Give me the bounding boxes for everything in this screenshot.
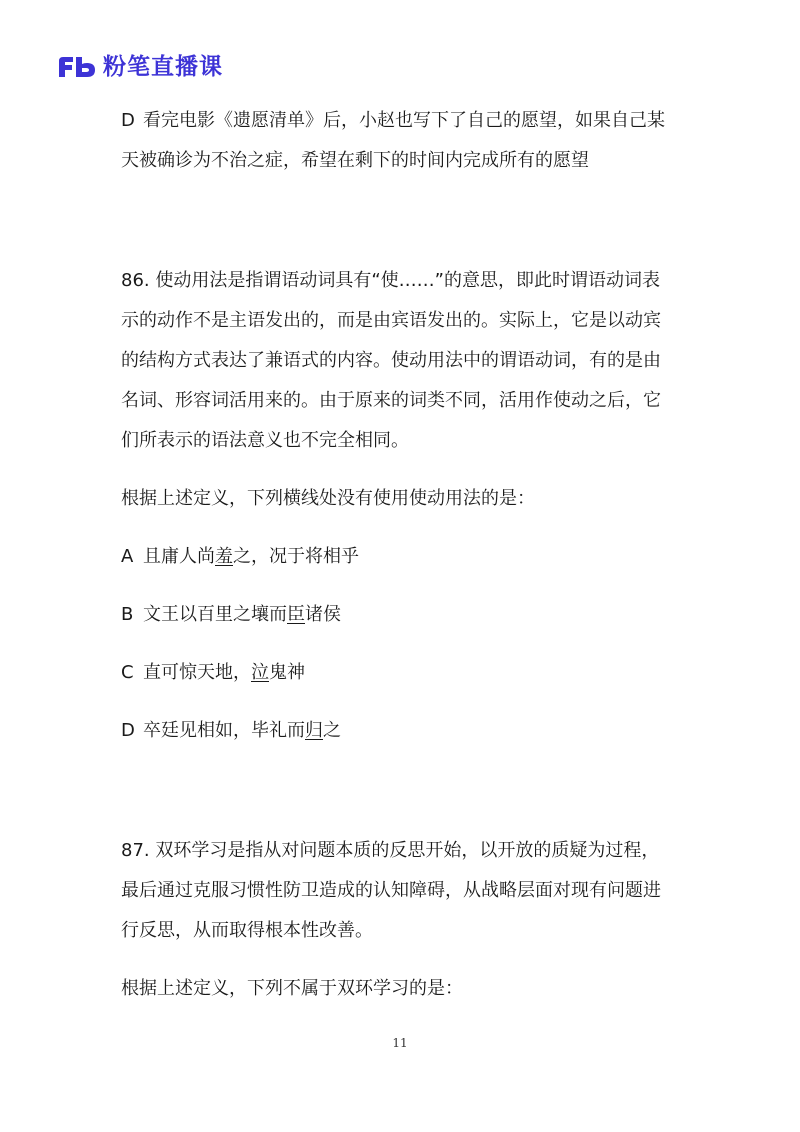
underlined-word: 泣 bbox=[251, 662, 269, 683]
page-number: 11 bbox=[392, 1036, 408, 1050]
spacer bbox=[121, 693, 681, 711]
q86-prompt: 根据上述定义，下列横线处没有使用使动用法的是： bbox=[121, 488, 535, 509]
underlined-word: 归 bbox=[305, 720, 323, 741]
option-text: 卒廷见相如，毕礼而 bbox=[143, 720, 305, 741]
q86-stem-line-1: 86. 使动用法是指谓语动词具有“使……”的意思，即此时谓语动词表 bbox=[121, 270, 660, 291]
option-text: 文王以百里之壤而 bbox=[143, 604, 287, 625]
spacer bbox=[121, 461, 681, 479]
fb-logo-icon bbox=[57, 55, 97, 79]
option-text: 之 bbox=[323, 720, 341, 741]
q86-stem-line-5: 们所表示的语法意义也不完全相同。 bbox=[121, 430, 409, 451]
option-text: 鬼神 bbox=[269, 662, 305, 683]
spacer bbox=[121, 519, 681, 537]
option-text: 诸侯 bbox=[305, 604, 341, 625]
q87-stem-line-3: 行反思，从而取得根本性改善。 bbox=[121, 920, 373, 941]
q86-stem bbox=[121, 261, 681, 461]
spacer bbox=[121, 181, 681, 261]
spacer bbox=[121, 951, 681, 969]
q85-option-d-line-2: 天被确诊为不治之症，希望在剩下的时间内完成所有的愿望 bbox=[121, 150, 589, 171]
option-text: 且庸人尚 bbox=[143, 546, 215, 567]
document-body bbox=[121, 101, 681, 1009]
option-letter: D bbox=[121, 720, 135, 741]
underlined-word: 臣 bbox=[287, 604, 305, 625]
spacer bbox=[121, 751, 681, 831]
q87-stem-line-2: 最后通过克服习惯性防卫造成的认知障碍，从战略层面对现有问题进 bbox=[121, 880, 661, 901]
option-letter: D bbox=[121, 110, 135, 131]
q87-stem-line-1: 87. 双环学习是指从对问题本质的反思开始，以开放的质疑为过程， bbox=[121, 840, 660, 861]
q85-option-d-line-1 bbox=[121, 101, 681, 141]
spacer bbox=[121, 577, 681, 595]
brand-name: 粉笔直播课 bbox=[103, 54, 223, 80]
option-text: 直可惊天地， bbox=[143, 662, 251, 683]
spacer bbox=[121, 635, 681, 653]
q87-prompt: 根据上述定义，下列不属于双环学习的是： bbox=[121, 978, 463, 999]
option-letter: A bbox=[121, 546, 134, 567]
q86-option-a bbox=[121, 537, 681, 577]
brand-logo bbox=[57, 52, 223, 82]
q86-stem-line-3: 的结构方式表达了兼语式的内容。使动用法中的谓语动词，有的是由 bbox=[121, 350, 661, 371]
q86-option-b bbox=[121, 595, 681, 635]
q86-option-c bbox=[121, 653, 681, 693]
q86-stem-line-2: 示的动作不是主语发出的，而是由宾语发出的。实际上，它是以动宾 bbox=[121, 310, 661, 331]
q85-option-d-text-1: 看完电影《遗愿清单》后，小赵也写下了自己的愿望，如果自己某 bbox=[143, 110, 665, 131]
q86-option-d bbox=[121, 711, 681, 751]
q85-option-d bbox=[121, 101, 681, 181]
q87-stem bbox=[121, 831, 681, 951]
option-letter: C bbox=[121, 662, 134, 683]
option-letter: B bbox=[121, 604, 134, 625]
option-text: 之，况于将相乎 bbox=[233, 546, 359, 567]
underlined-word: 羞 bbox=[215, 546, 233, 567]
q86-stem-line-4: 名词、形容词活用来的。由于原来的词类不同，活用作使动之后，它 bbox=[121, 390, 661, 411]
